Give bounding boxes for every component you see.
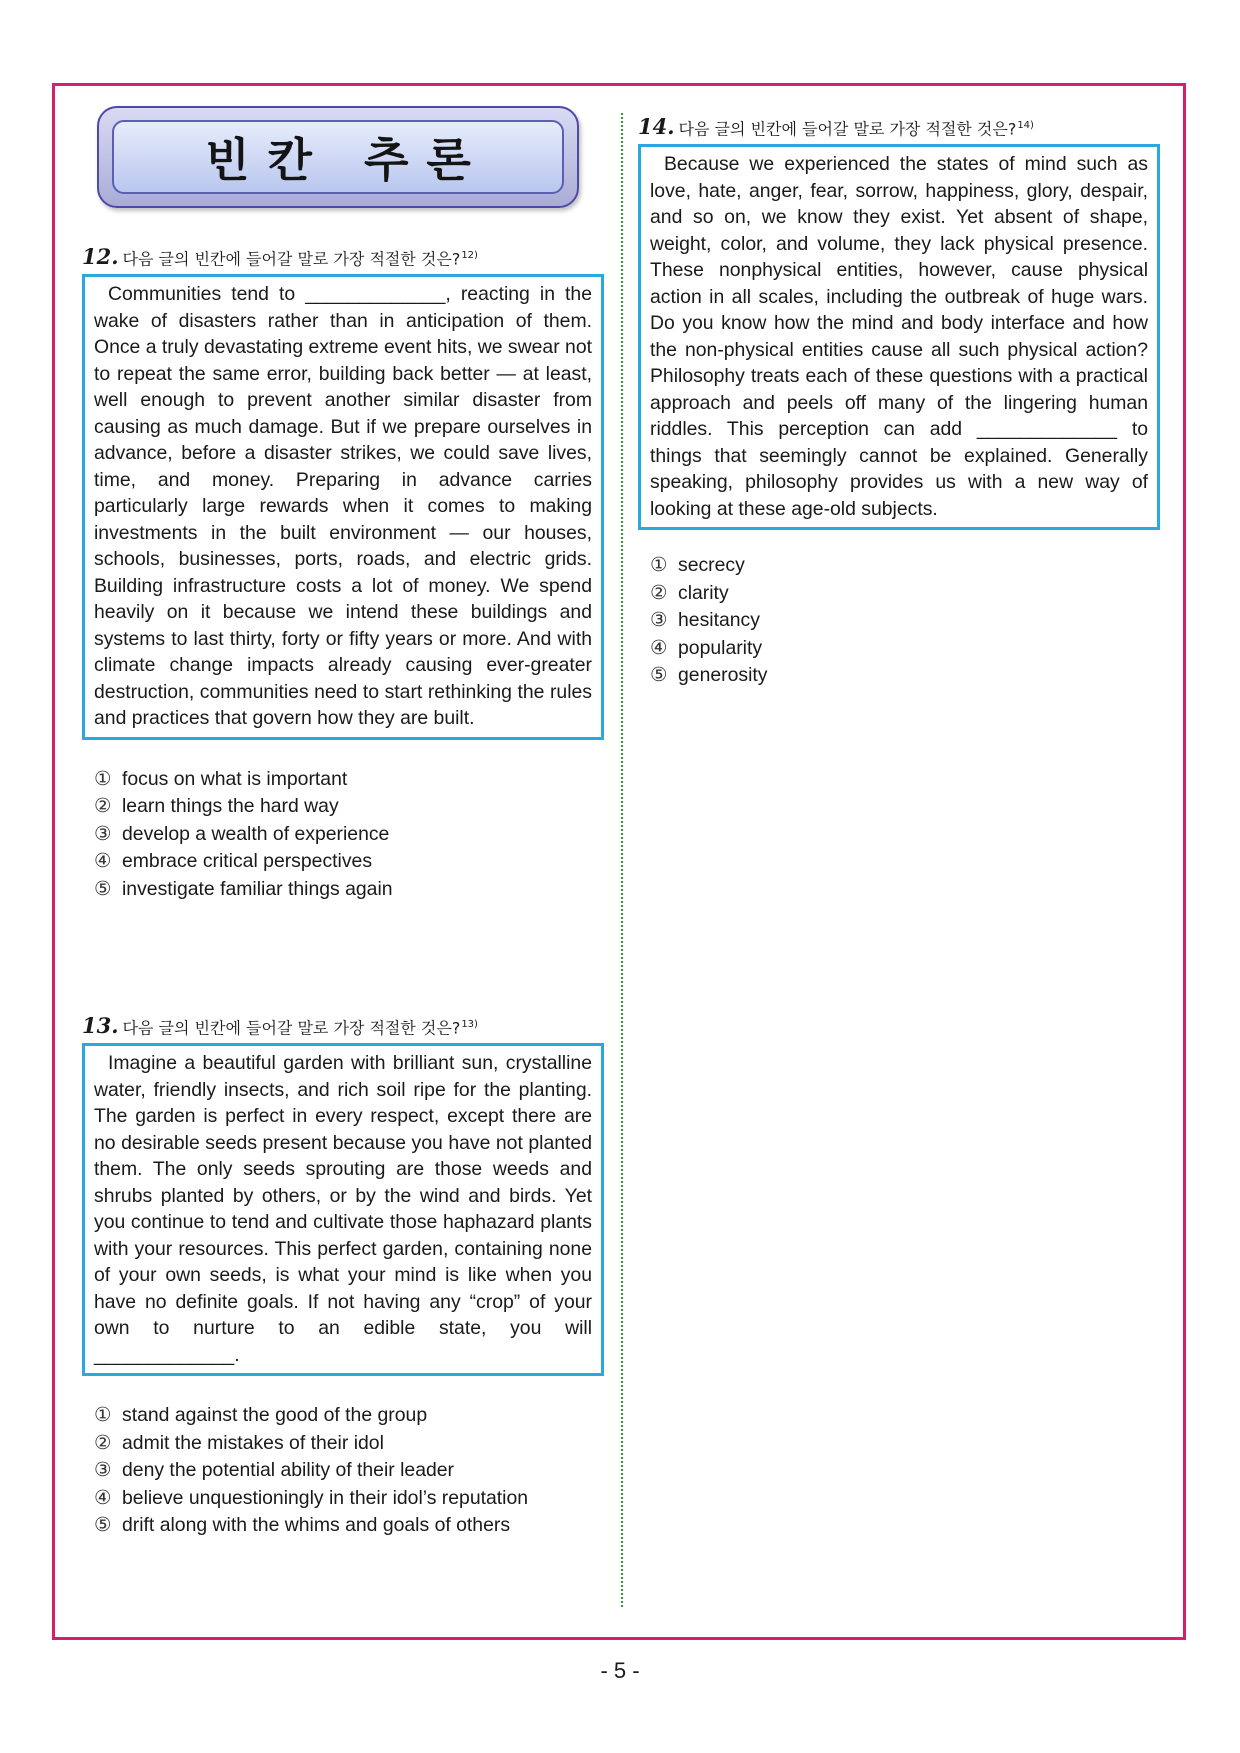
question-number: 14.	[638, 114, 675, 140]
choice-1[interactable]: ① focus on what is important	[94, 767, 348, 790]
choice-5[interactable]: ⑤ investigate familiar things again	[94, 877, 393, 900]
section-title-inner	[112, 120, 564, 194]
choice-3[interactable]: ③ deny the potential ability of their leader	[94, 1459, 455, 1482]
passage-box: Because we experienced the states of mind such as love, hate, anger, fear, sorrow, happiness, glory, despair, and so on, we know they exist. Yet absent of shape, weight, color, and volume, they lack physical presence. These nonphysical entities, however, cause physical action in all scales, including the outbreak of huge wars. Do you know how the mind and body interface and how the non-physical entities cause all such physical action? Philosophy treats each of these questions with a practical approach and peels off many of the lingering human riddles. This perception can add _____________ to things that seemingly cannot be explained. Generally speaking, philosophy provides us with a new way of looking at these age-old subjects.	[638, 144, 1160, 530]
question-number: 12.	[82, 244, 119, 270]
answer-choices	[82, 1402, 604, 1540]
choice-4[interactable]: ④ popularity	[650, 636, 763, 659]
question-14	[638, 115, 1160, 690]
footnote-marker: 12)	[461, 250, 478, 261]
choice-5[interactable]: ⑤ drift along with the whims and goals of others	[94, 1514, 511, 1537]
passage-box: Imagine a beautiful garden with brilliant sun, crystalline water, friendly insects, and rich soil ripe for the planting. The garden is perfect in every respect, except there are no desirable seeds present because you have not planted them. The only seeds sprouting are those weeds and shrubs planted by others, or by the wind and birds. Yet you continue to tend and cultivate those haphazard plants with your resources. This perfect garden, containing none of your own seeds, is what your mind is like when you have no definite goals. If not having any “crop” of your own to nurture to an edible state, you will _____________.	[82, 1043, 604, 1376]
choice-3[interactable]: ③ hesitancy	[650, 609, 760, 632]
question-number: 13.	[82, 1013, 119, 1039]
answer-choices	[638, 552, 1160, 690]
choice-4[interactable]: ④ embrace critical perspectives	[94, 850, 373, 873]
column-divider	[621, 113, 623, 1607]
question-prompt: 다음 글의 빈칸에 들어갈 말로 가장 적절한 것은?	[678, 119, 1017, 139]
section-title: 빈칸 추론	[205, 133, 489, 187]
choice-1[interactable]: ① secrecy	[650, 554, 745, 577]
choice-5[interactable]: ⑤ generosity	[650, 664, 768, 687]
question-header	[638, 115, 1160, 140]
question-header	[82, 1014, 604, 1039]
choice-2[interactable]: ② learn things the hard way	[94, 795, 339, 818]
footnote-marker: 14)	[1017, 120, 1034, 131]
page-number: - 5 -	[600, 1658, 640, 1683]
choice-1[interactable]: ① stand against the good of the group	[94, 1404, 428, 1427]
choice-2[interactable]: ② clarity	[650, 581, 729, 604]
footnote-marker: 13)	[461, 1019, 478, 1030]
choice-3[interactable]: ③ develop a wealth of experience	[94, 822, 390, 845]
question-header	[82, 245, 604, 270]
question-13	[82, 1014, 604, 1540]
choice-4[interactable]: ④ believe unquestioningly in their idol’s reputation	[94, 1486, 529, 1509]
passage-box: Communities tend to _____________, reacting in the wake of disasters rather than in anticipation of them. Once a truly devastating extreme event hits, we swear not to repeat the same error, building back better — at least, well enough to prevent another similar disaster from causing as much damage. But if we prepare ourselves in advance, before a disaster strikes, we could save lives, time, and money. Preparing in advance carries particularly large rewards when it comes to making investments in the built environment — our houses, schools, businesses, ports, roads, and electric grids. Building infrastructure costs a lot of money. We spend heavily on it because we intend these buildings and systems to last thirty, forty or fifty years or more. And with climate change impacts already causing ever-greater destruction, communities need to start rethinking the rules and practices that govern how they are built.	[82, 274, 604, 740]
choice-2[interactable]: ② admit the mistakes of their idol	[94, 1431, 384, 1454]
question-prompt: 다음 글의 빈칸에 들어갈 말로 가장 적절한 것은?	[122, 249, 461, 269]
question-12	[82, 245, 604, 903]
answer-choices	[82, 766, 604, 904]
section-title-banner	[97, 106, 579, 208]
question-prompt: 다음 글의 빈칸에 들어갈 말로 가장 적절한 것은?	[122, 1018, 461, 1038]
